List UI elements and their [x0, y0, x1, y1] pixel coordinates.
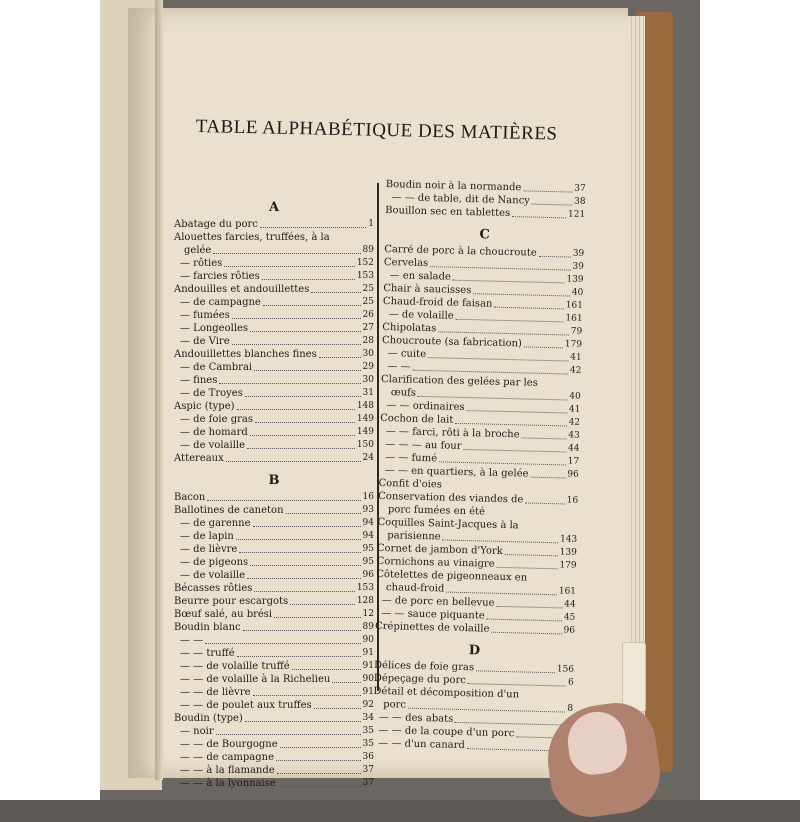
dot-leader — [491, 623, 561, 635]
entry-page: 91 — [362, 661, 374, 671]
entry-label: Chaud-froid de faisan — [382, 295, 493, 310]
index-entry — [174, 296, 374, 309]
dot-leader — [253, 686, 361, 696]
entry-page: 16 — [566, 495, 579, 506]
dot-leader — [290, 595, 355, 605]
entry-label: — de volaille — [388, 309, 454, 322]
entry-page: 89 — [362, 622, 374, 632]
index-entry — [174, 270, 374, 283]
entry-label: — de porc en bellevue — [381, 595, 495, 609]
index-entry — [174, 712, 374, 725]
index-entry — [174, 257, 374, 270]
dot-leader — [253, 517, 361, 527]
section-letter: B — [268, 473, 280, 488]
dot-leader — [496, 597, 562, 609]
entry-page: 39 — [572, 248, 585, 259]
dot-leader — [255, 413, 355, 423]
dot-leader — [207, 491, 360, 501]
entry-label: — — de volaille à la Richelieu — [180, 674, 331, 685]
entry-page: 150 — [356, 440, 374, 450]
dot-leader — [332, 673, 360, 683]
entry-page: 153 — [356, 271, 374, 281]
entry-page: 161 — [565, 313, 583, 324]
index-entry — [174, 517, 374, 530]
entry-page: 12 — [362, 609, 374, 619]
dot-leader — [497, 558, 558, 569]
page-tab — [622, 642, 646, 712]
dot-leader — [467, 739, 553, 751]
entry-page: 94 — [362, 518, 374, 528]
entry-label: Cervelas — [383, 256, 429, 270]
dot-leader — [438, 322, 569, 335]
dot-leader — [232, 335, 361, 345]
index-entry — [174, 725, 374, 738]
dot-leader — [274, 608, 360, 618]
entry-page: 37 — [362, 765, 374, 775]
index-entry — [174, 621, 374, 634]
entry-label: Détail et décomposition d'un — [373, 685, 520, 701]
dot-leader — [319, 348, 361, 358]
index-entry — [174, 426, 374, 439]
entry-label: — de campagne — [180, 297, 261, 308]
entry-label: — de homard — [180, 427, 248, 438]
dot-leader — [278, 777, 361, 787]
dot-leader — [280, 738, 361, 748]
dot-leader — [260, 218, 366, 228]
entry-page: 149 — [356, 427, 374, 437]
entry-label: — — de lièvre — [180, 687, 251, 698]
section-letter: A — [268, 200, 280, 215]
index-entry — [174, 569, 374, 582]
entry-label: Abatage du porc — [174, 219, 258, 230]
dot-leader — [254, 361, 360, 371]
entry-page: 91 — [362, 648, 374, 658]
entry-label: Choucroute (sa fabrication) — [381, 334, 522, 350]
dot-leader — [236, 530, 361, 540]
entry-page: 90 — [362, 674, 374, 684]
entry-label: — rôties — [180, 258, 223, 269]
entry-label: Boudin blanc — [174, 622, 241, 633]
index-entry — [174, 582, 374, 595]
entry-page: 36 — [362, 752, 374, 762]
dot-leader — [446, 583, 557, 596]
entry-page: 161 — [565, 300, 584, 311]
dot-leader — [439, 452, 566, 465]
entry-label: Bécasses rôties — [174, 583, 253, 594]
index-entry — [174, 556, 374, 569]
dot-leader — [219, 374, 360, 384]
index-entry — [174, 335, 374, 348]
entry-label: — — de volaille truffé — [180, 661, 290, 672]
entry-page: 40 — [569, 391, 581, 402]
index-entry — [174, 686, 374, 699]
entry-page: 91 — [362, 687, 374, 697]
entry-label: Clarification des gelées par les — [380, 373, 538, 389]
dot-leader — [263, 296, 361, 306]
dot-leader — [243, 621, 361, 631]
entry-page: 156 — [556, 664, 575, 675]
entry-label: Alouettes farcies, truffées, à la — [174, 232, 330, 243]
dot-leader — [237, 647, 361, 657]
entry-label: — de Cambrai — [180, 362, 253, 373]
entry-page: 17 — [567, 456, 580, 467]
entry-label: — de pigeons — [180, 557, 249, 568]
entry-label: — cuite — [387, 348, 427, 361]
entry-label: Délices de foie gras — [373, 659, 475, 674]
dot-leader — [216, 725, 361, 735]
entry-page: 93 — [362, 505, 374, 515]
index-entry — [174, 530, 374, 543]
dot-leader — [430, 257, 571, 270]
index-entry — [174, 699, 374, 712]
dot-leader — [311, 283, 360, 293]
dot-leader — [239, 543, 360, 553]
section-letter: C — [479, 227, 490, 243]
index-entry — [174, 647, 374, 660]
entry-page: 26 — [362, 310, 374, 320]
entry-label: — — fumé — [385, 452, 438, 465]
entry-page: 38 — [573, 196, 586, 207]
entry-label: — en salade — [389, 270, 452, 283]
page-gutter — [155, 0, 163, 780]
entry-label: — — à la lyonnaise — [180, 778, 276, 789]
entry-page: 96 — [563, 625, 576, 636]
dot-leader — [505, 545, 558, 556]
entry-label: — de volaille — [180, 440, 246, 451]
entry-label: — — — [180, 635, 204, 646]
entry-label: — de lapin — [180, 531, 234, 542]
entry-label: Attereaux — [174, 453, 224, 464]
entry-page: 24 — [362, 453, 374, 463]
entry-label: gelée — [184, 245, 212, 256]
dot-leader — [512, 207, 566, 218]
dot-leader — [224, 257, 355, 267]
dot-leader — [525, 494, 565, 505]
entry-label: Beurre pour escargots — [174, 596, 289, 607]
entry-label: — de garenne — [180, 518, 251, 529]
entry-label: Chair à saucisses — [383, 282, 472, 297]
entry-page: 42 — [569, 365, 582, 376]
entry-page: 94 — [362, 531, 374, 541]
entry-page: 27 — [362, 323, 374, 333]
entry-label: — — de campagne — [180, 752, 275, 763]
dot-leader — [250, 556, 360, 566]
entry-page: 89 — [362, 245, 374, 255]
section-letter: D — [468, 643, 481, 659]
index-entry — [174, 764, 374, 777]
entry-page: 1 — [368, 219, 374, 229]
index-entry — [174, 738, 374, 751]
dot-leader — [286, 504, 361, 514]
dot-leader — [254, 582, 354, 592]
entry-page: 128 — [356, 596, 374, 606]
index-column-left — [174, 192, 374, 790]
entry-label: — — de poulet aux truffes — [180, 700, 312, 711]
entry-page: 79 — [570, 326, 583, 337]
entry-page: 96 — [567, 469, 579, 480]
index-entry — [174, 361, 374, 374]
entry-page: 28 — [362, 336, 374, 346]
entry-page: 121 — [567, 209, 586, 220]
entry-label: Cornet de jambon d'York — [376, 542, 503, 557]
entry-page: 153 — [356, 583, 374, 593]
index-entry — [174, 634, 374, 647]
entry-label: Andouillettes blanches fines — [174, 349, 317, 360]
dot-leader — [237, 400, 355, 410]
entry-label: — — de la coupe d'un porc — [378, 724, 515, 740]
entry-page: 45 — [563, 612, 576, 623]
dot-leader — [213, 244, 360, 254]
dot-leader — [245, 387, 361, 397]
entry-label: — farcies rôties — [180, 271, 260, 282]
entry-label: Bacon — [174, 492, 206, 503]
entry-page: 96 — [362, 570, 374, 580]
index-entry — [174, 777, 374, 790]
dot-leader — [314, 699, 361, 709]
entry-label: — fumées — [180, 310, 230, 321]
index-entry — [174, 504, 374, 517]
dot-leader — [276, 751, 361, 761]
entry-page: 16 — [362, 492, 374, 502]
entry-label: Bœuf salé, au brési — [174, 609, 273, 620]
entry-page: 44 — [567, 443, 580, 454]
entry-page: 37 — [362, 778, 374, 788]
index-entry — [174, 387, 374, 400]
entry-label: Cornichons au vinaigre — [376, 555, 495, 570]
index-entry — [174, 322, 374, 335]
dot-leader — [262, 270, 355, 280]
dot-leader — [494, 298, 564, 310]
entry-page: 92 — [362, 700, 374, 710]
entry-label: — — truffé — [180, 648, 235, 659]
entry-label: Cochon de lait — [379, 412, 454, 426]
index-column-right — [372, 178, 586, 755]
dot-leader — [487, 610, 562, 622]
dot-leader — [443, 530, 559, 543]
dot-leader — [476, 661, 555, 673]
entry-page: 35 — [362, 726, 374, 736]
entry-label: — — de table, dit de Nancy — [391, 192, 531, 207]
entry-page: 161 — [558, 586, 577, 597]
index-entry — [174, 244, 374, 257]
index-entry — [174, 595, 374, 608]
dot-leader — [456, 310, 564, 323]
index-entry — [174, 751, 374, 764]
white-background-left — [0, 0, 100, 800]
entry-label: — — ordinaires — [386, 400, 465, 413]
entry-page: 37 — [574, 183, 586, 194]
entry-page: 42 — [568, 417, 581, 428]
dot-leader — [523, 181, 572, 192]
entry-page: 179 — [564, 339, 583, 350]
entry-label: parisienne — [387, 530, 441, 543]
entry-label: porc fumées en été — [387, 504, 486, 518]
index-entry — [174, 673, 374, 686]
dot-leader — [455, 414, 567, 427]
entry-label: Coquilles Saint-Jacques à la — [377, 516, 519, 532]
index-entry — [174, 218, 374, 231]
dot-leader — [467, 401, 568, 413]
entry-label: — de lièvre — [180, 544, 238, 555]
dot-leader — [277, 764, 361, 774]
index-entry — [174, 452, 374, 465]
entry-label: Chipolatas — [382, 321, 437, 335]
dot-leader — [245, 712, 361, 722]
entry-page: 41 — [568, 404, 581, 415]
white-background-right — [700, 0, 800, 800]
entry-page: 149 — [356, 414, 374, 424]
entry-page: 152 — [356, 258, 374, 268]
index-entry — [174, 439, 374, 452]
entry-label: Ballotines de caneton — [174, 505, 284, 516]
entry-label: — fines — [180, 375, 218, 386]
entry-page: 44 — [564, 599, 576, 610]
entry-label: — Longeolles — [180, 323, 249, 334]
index-entry — [174, 413, 374, 426]
entry-label: Carré de porc à la choucroute — [384, 243, 537, 259]
entry-page: 39 — [572, 261, 585, 272]
entry-label: Côtelettes de pigeonneaux en — [376, 568, 528, 584]
dot-leader — [521, 428, 566, 439]
entry-page: 95 — [362, 557, 374, 567]
entry-label: Boudin noir à la normande — [385, 178, 522, 194]
entry-page: 34 — [362, 713, 374, 723]
entry-label: — — farci, rôti à la broche — [385, 426, 520, 441]
dot-leader — [247, 439, 355, 449]
dot-leader — [428, 348, 568, 361]
dot-leader — [463, 440, 566, 453]
entry-label: — — des abats — [378, 711, 454, 725]
index-entry — [174, 283, 374, 296]
dot-leader — [250, 322, 360, 332]
entry-page: 139 — [566, 274, 584, 285]
entry-label: — — de Bourgogne — [180, 739, 278, 750]
entry-label: — de Troyes — [180, 388, 243, 399]
entry-page: 179 — [559, 560, 577, 571]
entry-label: — — sauce piquante — [381, 608, 485, 622]
index-entry — [174, 348, 374, 361]
entry-page: 6 — [567, 677, 574, 688]
entry-page: 95 — [362, 544, 374, 554]
entry-label: — — à la flamande — [180, 765, 275, 776]
entry-label: Conservation des viandes de — [378, 490, 524, 506]
entry-label: — de foie gras — [180, 414, 253, 425]
entry-label: Dépeçage du porc — [373, 672, 467, 687]
entry-page: 90 — [362, 635, 374, 645]
entry-label: — de Vire — [180, 336, 230, 347]
entry-label: chaud-froid — [385, 582, 445, 595]
entry-page: 8 — [567, 703, 574, 714]
entry-page: 41 — [570, 352, 582, 363]
dot-leader — [292, 660, 361, 670]
dot-leader — [455, 713, 565, 726]
entry-page: 25 — [362, 284, 374, 294]
entry-label: Andouilles et andouillettes — [174, 284, 310, 295]
entry-page: 139 — [559, 547, 578, 558]
dot-leader — [226, 452, 361, 462]
index-entry — [174, 231, 374, 244]
dot-leader — [524, 337, 563, 348]
index-entry — [174, 608, 374, 621]
dot-leader — [247, 569, 361, 579]
entry-page: 43 — [568, 430, 580, 441]
index-entry — [174, 543, 374, 556]
entry-label: — — — au four — [385, 439, 462, 452]
entry-label: — noir — [180, 726, 214, 737]
index-entry — [174, 309, 374, 322]
dot-leader — [250, 426, 355, 436]
dot-leader — [532, 195, 572, 206]
entry-page: 143 — [559, 534, 578, 545]
entry-page: 31 — [362, 388, 374, 398]
entry-label: Boudin (type) — [174, 713, 243, 724]
dot-leader — [473, 284, 570, 296]
index-entry — [174, 400, 374, 413]
entry-label: œufs — [390, 387, 417, 399]
dot-leader — [468, 674, 566, 686]
entry-page: 25 — [362, 297, 374, 307]
entry-label: — — d'un canard — [378, 737, 466, 752]
dot-leader — [453, 271, 565, 284]
entry-page: 30 — [362, 349, 374, 359]
entry-page: 148 — [356, 401, 374, 411]
index-entry — [174, 374, 374, 387]
dot-leader — [205, 634, 360, 644]
entry-page: 35 — [362, 739, 374, 749]
entry-label: Crépinettes de volaille — [374, 620, 490, 635]
dot-leader — [539, 247, 571, 258]
page-title: TABLE ALPHABÉTIQUE DES MATIÈRES — [195, 116, 558, 145]
entry-label: — — en quartiers, à la gelée — [384, 465, 529, 480]
dot-leader — [232, 309, 361, 319]
entry-page: 30 — [362, 375, 374, 385]
entry-label: Aspic (type) — [174, 401, 235, 412]
entry-page: 40 — [571, 287, 584, 298]
entry-label: porc — [382, 699, 407, 711]
entry-page: 29 — [362, 362, 374, 372]
index-entry — [174, 491, 374, 504]
index-entry — [174, 660, 374, 673]
entry-label: — de volaille — [180, 570, 246, 581]
entry-label: Bouillon sec en tablettes — [385, 204, 511, 220]
entry-label: — — — [387, 361, 411, 373]
entry-label: Confit d'oies — [378, 477, 443, 491]
dot-leader — [530, 468, 565, 479]
